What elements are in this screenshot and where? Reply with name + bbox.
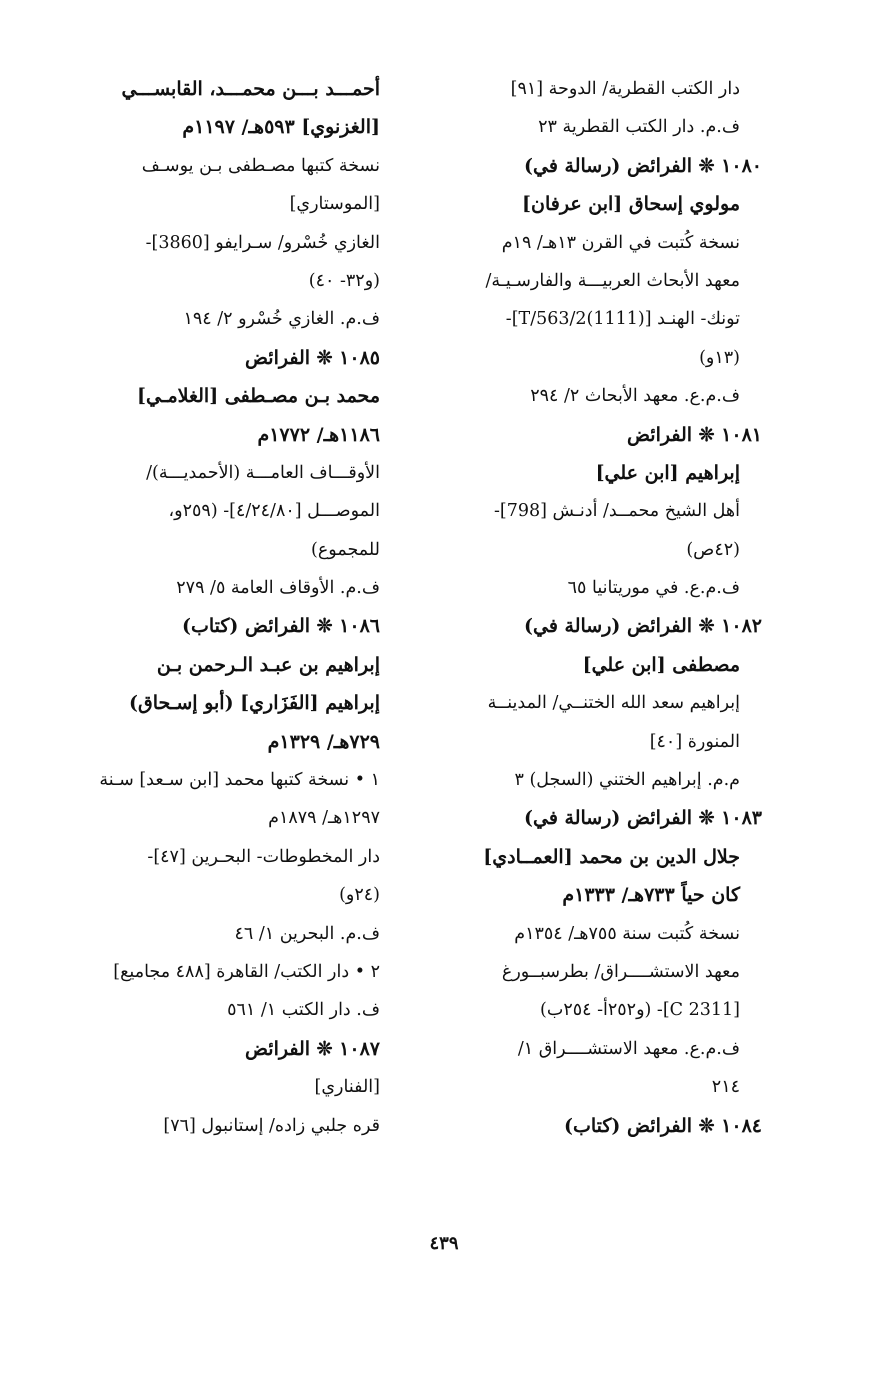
right-column-line: ١٠٨٣ ❊ الفرائض (رسالة في) bbox=[524, 807, 762, 830]
left-column-line: (٢٤و) bbox=[339, 885, 380, 906]
left-column-line: نسخة كتبها مصـطفى بـن يوسـف bbox=[141, 155, 380, 176]
page-number: ٤٣٩ bbox=[429, 1233, 459, 1254]
right-column-line: نسخة كُتبت سنة ٧٥٥هـ/ ١٣٥٤م bbox=[514, 923, 740, 944]
right-column-line: معهد الأبحاث العربيـــة والفارسـيـة/ bbox=[485, 270, 740, 291]
left-column-line: ٢ • دار الكتب/ القاهرة [٤٨٨ مجاميع] bbox=[113, 961, 380, 982]
right-column-line: أهل الشيخ محمــد/ أدنـش [798]- bbox=[493, 501, 740, 522]
left-column-line: ١١٨٦هـ/ ١٧٧٢م bbox=[257, 423, 380, 446]
right-column-line: دار الكتب القطرية/ الدوحة [٩١] bbox=[510, 79, 740, 99]
left-column-line: ١٠٨٥ ❊ الفرائض bbox=[245, 346, 380, 369]
right-column-line: ٢١٤ bbox=[711, 1077, 740, 1098]
left-column-line: إبراهيم [الفَزَاري] (أبو إسـحاق) bbox=[129, 692, 380, 715]
left-column-line: ١ • نسخة كتبها محمد [ابن سـعد] سـنة bbox=[99, 770, 380, 791]
left-column-line: (و٣٢- ٤٠) bbox=[308, 270, 380, 291]
left-column-line: الغازي خُسْرو/ سـرايفو [3860]- bbox=[145, 232, 380, 253]
right-column-line: ١٠٨٤ ❊ الفرائض (كتاب) bbox=[563, 1114, 762, 1137]
right-column-line: تونك- الهنـد [T/563/2(1111)]- bbox=[505, 309, 740, 330]
left-column-line: قره جلبي زاده/ إستانبول [٧٦] bbox=[163, 1115, 380, 1136]
right-column-line: ١٠٨٠ ❊ الفرائض (رسالة في) bbox=[524, 154, 762, 177]
right-column-line: ف.م.ع. في موريتانيا ٦٥ bbox=[567, 578, 740, 599]
right-column-line: مصطفى [ابن علي] bbox=[582, 653, 740, 676]
right-column-line: ١٠٨٢ ❊ الفرائض (رسالة في) bbox=[524, 615, 762, 638]
right-column-line: (٤٢ص) bbox=[686, 539, 740, 560]
right-column-line: ف.م. دار الكتب القطرية ٢٣ bbox=[538, 117, 740, 138]
right-column-line: معهد الاستشــــراق/ بطرسبــورغ bbox=[501, 961, 740, 982]
right-column-line: م.م. إبراهيم الختني (السجل) ٣ bbox=[514, 770, 740, 791]
right-column-line: إبراهيم [ابن علي] bbox=[595, 461, 740, 484]
left-column-line: ٧٢٩هـ/ ١٣٢٩م bbox=[267, 730, 380, 753]
left-column-line: ١٠٨٧ ❊ الفرائض bbox=[245, 1037, 380, 1060]
left-column-line: [الغزنوي] ٥٩٣هـ/ ١١٩٧م bbox=[182, 116, 380, 139]
right-column-line: إبراهيم سعد الله الختنــي/ المدينــة bbox=[487, 693, 740, 714]
right-column-line: مولوي إسحاق [ابن عرفان] bbox=[522, 193, 740, 216]
left-column-line: ١٠٨٦ ❊ الفرائض (كتاب) bbox=[181, 615, 380, 638]
left-column-line: دار المخطوطات- البحـرين [٤٧]- bbox=[147, 846, 380, 867]
left-column-line: الموصـــل [٤/٢٤/٨٠]- (٢٥٩و، bbox=[168, 501, 380, 522]
left-column-line: ف.م. الغازي خُسْرو ٢/ ١٩٤ bbox=[183, 309, 380, 330]
left-column-line: إبراهيم بن عبـد الـرحمن بـن bbox=[156, 653, 380, 676]
right-column-line: ف.م.ع. معهد الاستشــــراق ١/ bbox=[517, 1038, 740, 1059]
right-column-line: المنورة [٤٠] bbox=[649, 731, 740, 752]
right-column-line: [C 2311]- (و٢٥٢أ- ٢٥٤ب) bbox=[540, 1000, 740, 1021]
left-column-line: [الفناري] bbox=[314, 1077, 380, 1098]
right-column-line: كان حياً ٧٣٣هـ/ ١٣٣٣م bbox=[562, 884, 740, 907]
left-column-line: [الموستاري] bbox=[289, 194, 380, 215]
right-column-line: جلال الدين بن محمد [العمــادي] bbox=[483, 845, 740, 868]
left-column-line: ف. دار الكتب ١/ ٥٦١ bbox=[227, 1000, 380, 1021]
left-column-line: للمجموع) bbox=[311, 539, 380, 560]
right-column-line: ١٠٨١ ❊ الفرائض bbox=[627, 423, 762, 446]
right-column-line: (١٣و) bbox=[699, 347, 740, 368]
right-column-line: ف.م.ع. معهد الأبحاث ٢/ ٢٩٤ bbox=[530, 386, 740, 407]
left-column-line: أحمـــد بـــن محمـــد، القابســـي bbox=[121, 78, 380, 100]
left-column-line: ف.م. البحرين ١/ ٤٦ bbox=[234, 923, 380, 944]
left-column-line: الأوقـــاف العامـــة (الأحمديـــة)/ bbox=[146, 462, 380, 483]
right-column-line: نسخة كُتبت في القرن ١٣هـ/ ١٩م bbox=[501, 232, 740, 253]
left-column-line: ف.م. الأوقاف العامة ٥/ ٢٧٩ bbox=[176, 578, 380, 599]
left-column-line: ١٢٩٧هـ/ ١٨٧٩م bbox=[268, 808, 380, 829]
left-column bbox=[40, 70, 380, 1145]
right-column bbox=[422, 70, 762, 1145]
left-column-line: محمد بـن مصـطفى [الغلامـي] bbox=[137, 385, 380, 408]
